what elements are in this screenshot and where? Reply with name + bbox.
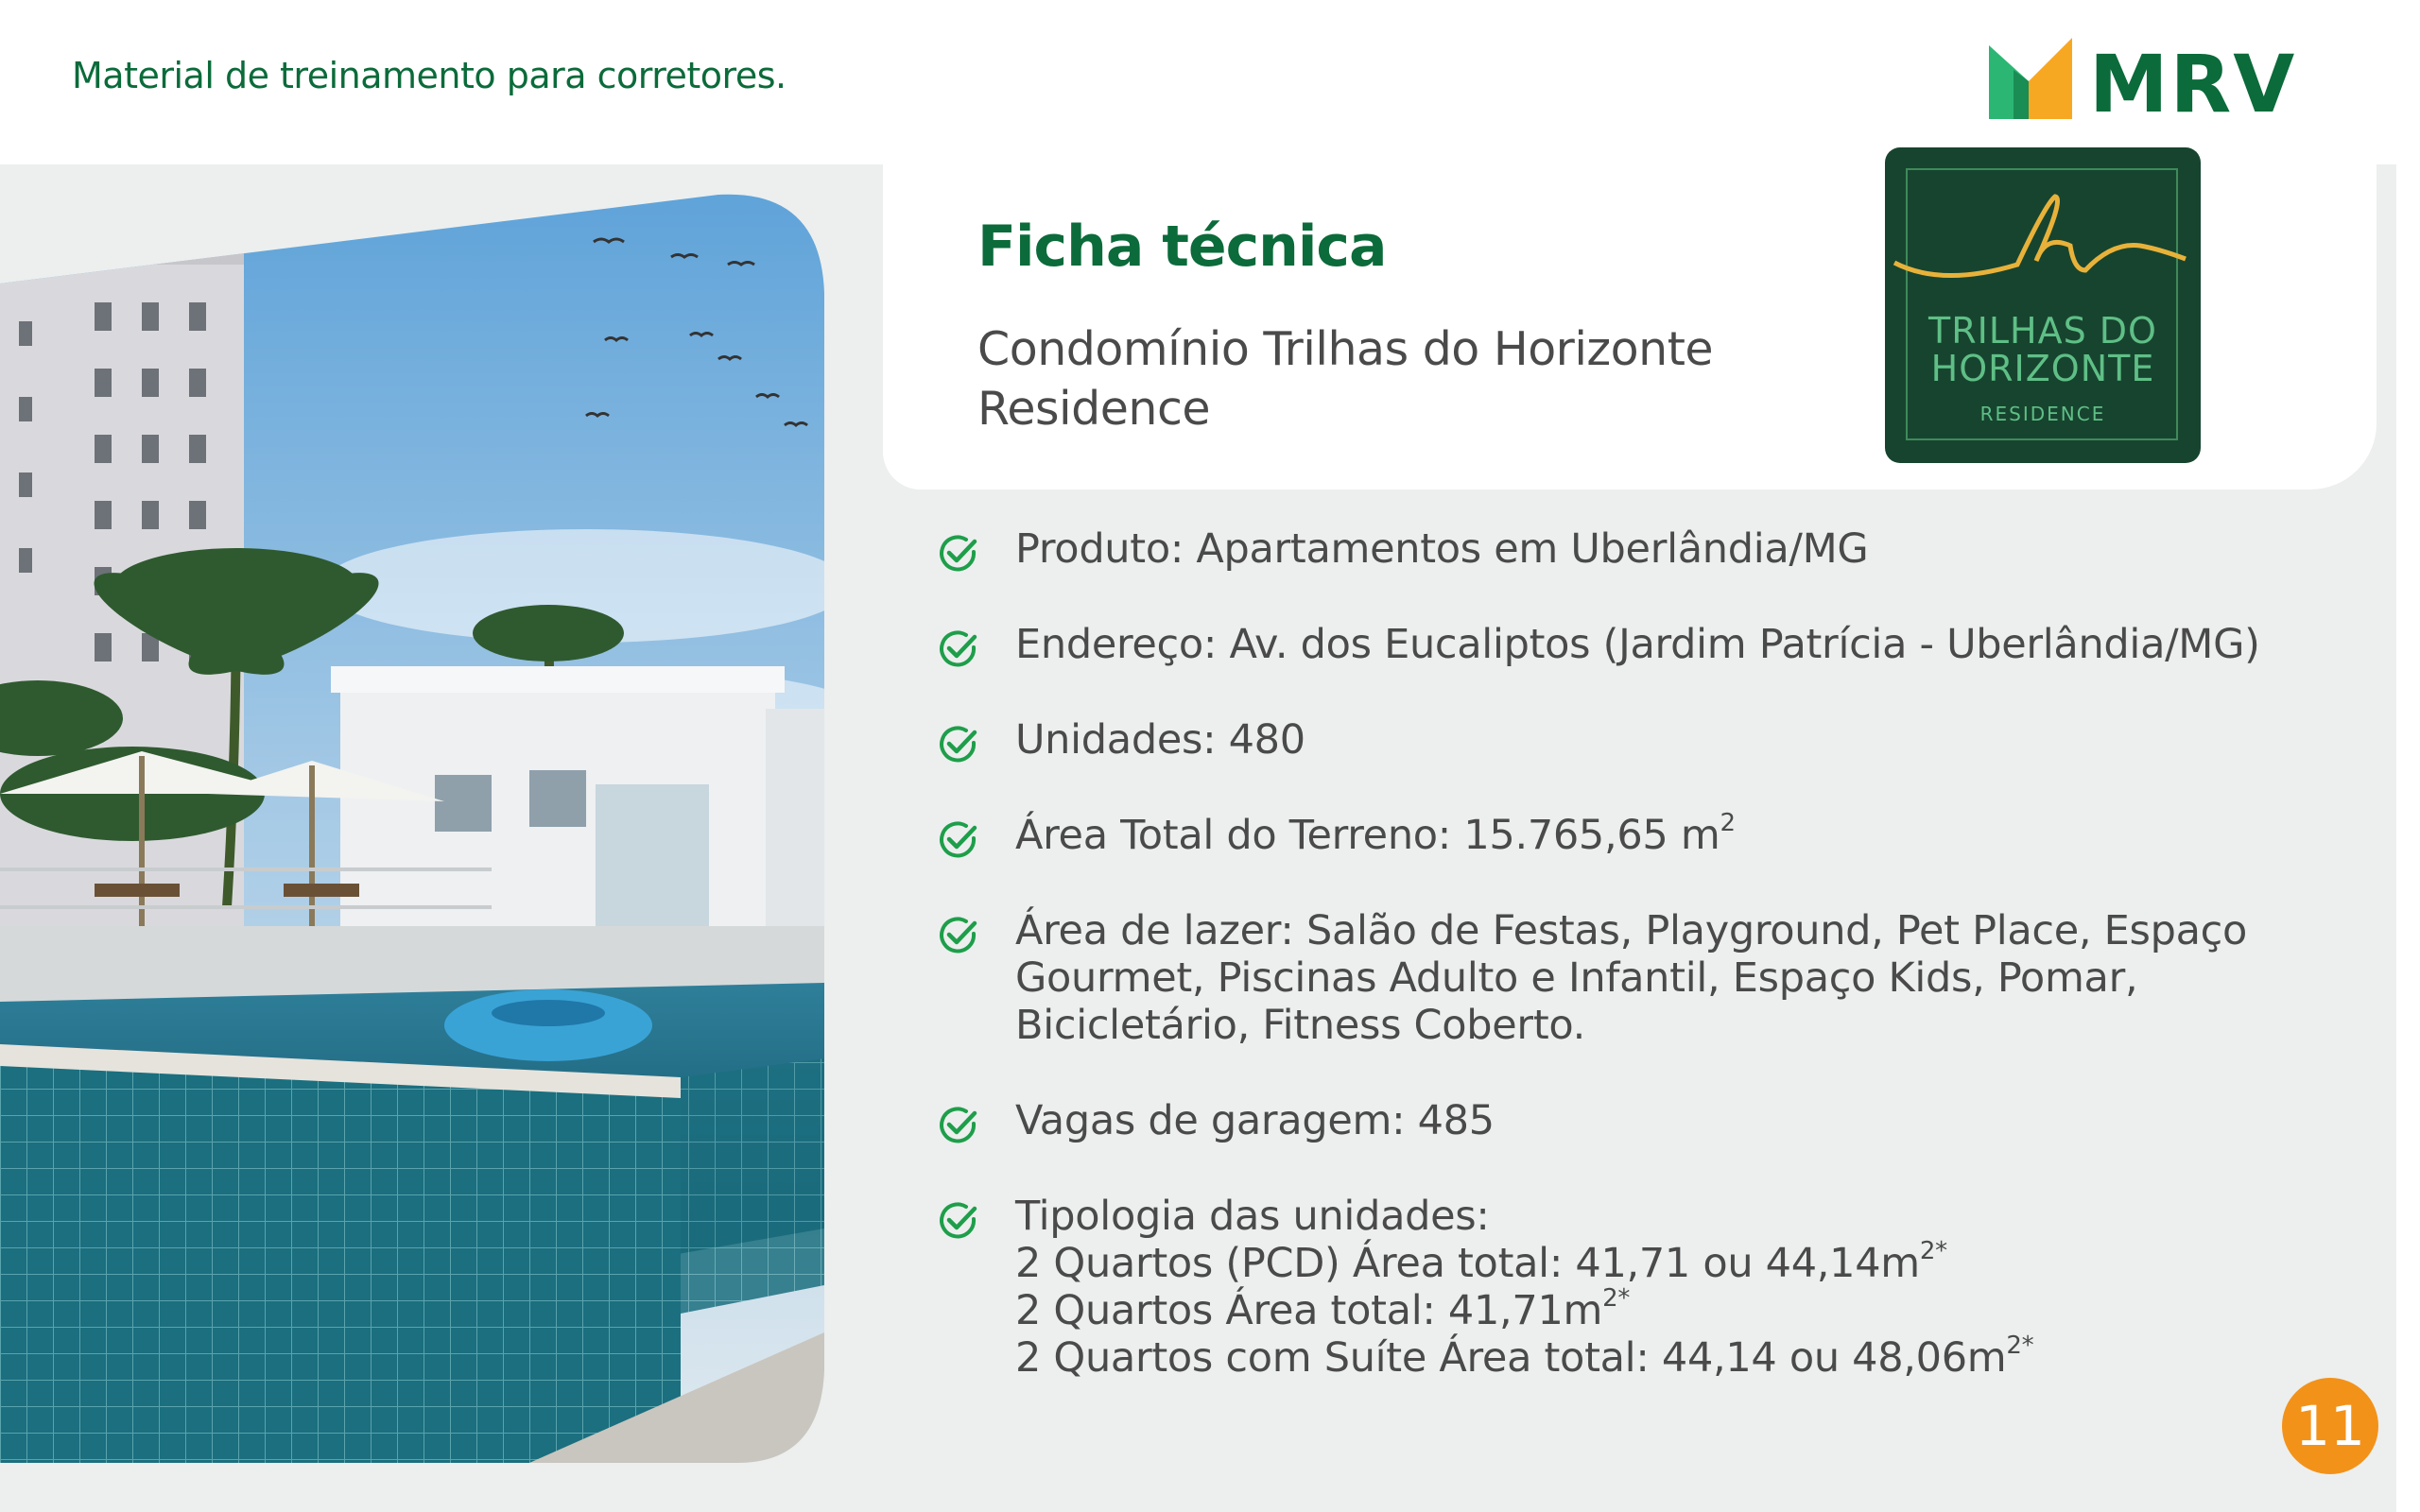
tipologia-text: 2 Quartos com Suíte Área total: 44,14 ou 48,06m bbox=[1015, 1334, 2007, 1382]
card-title: Ficha técnica bbox=[977, 214, 1387, 280]
logo-line-1: TRILHAS DO bbox=[1928, 310, 2157, 352]
spec-item-tipologia bbox=[936, 1193, 2373, 1382]
mrv-logo-mark-icon bbox=[1985, 32, 2080, 123]
check-circle-icon bbox=[938, 533, 979, 575]
superscript: 2* bbox=[1919, 1236, 1947, 1265]
condominium-name: Condomínio Trilhas do Horizonte Residence bbox=[977, 322, 1714, 436]
tipologia-line bbox=[1015, 1236, 2373, 1287]
pool-area-photo bbox=[0, 189, 824, 1463]
spec-item-endereco bbox=[936, 621, 2373, 668]
check-circle-icon bbox=[938, 819, 979, 861]
tipologia-title: Tipologia das unidades: bbox=[1015, 1193, 1490, 1240]
spec-text: Endereço: Av. dos Eucaliptos (Jardim Patrícia - Uberlândia/MG) bbox=[1015, 621, 2260, 668]
spec-text: Unidades: 480 bbox=[1015, 716, 1305, 764]
spec-text: Vagas de garagem: 485 bbox=[1015, 1097, 1495, 1144]
tipologia-text: 2 Quartos Área total: 41,71m bbox=[1015, 1287, 1603, 1334]
check-circle-icon bbox=[938, 1200, 979, 1242]
logo-line-3: RESIDENCE bbox=[1979, 403, 2106, 425]
spec-item-area-terreno bbox=[936, 808, 2373, 859]
logo-line-2: HORIZONTE bbox=[1930, 348, 2155, 389]
page-number-badge: 11 bbox=[2282, 1378, 2378, 1474]
check-circle-icon bbox=[938, 1105, 979, 1146]
superscript: 2* bbox=[2006, 1331, 2034, 1360]
check-circle-icon bbox=[938, 915, 979, 956]
mrv-logo-text: MRV bbox=[2089, 38, 2297, 130]
spec-text: Área Total do Terreno: 15.765,65 m bbox=[1015, 812, 1720, 859]
superscript: 2 bbox=[1720, 808, 1736, 837]
check-circle-icon bbox=[938, 724, 979, 765]
spec-item-area-lazer bbox=[936, 907, 2373, 1049]
tipologia-line bbox=[1015, 1331, 2373, 1382]
spec-text: Área de lazer: Salão de Festas, Playground, Pet Place, Espaço Gourmet, Piscinas Adulto e Infantil, Espaço Kids, Pomar, Bicicletário, Fitness Coberto. bbox=[1015, 907, 2248, 1049]
mrv-logo bbox=[1985, 32, 2297, 130]
spec-item-unidades bbox=[936, 716, 2373, 764]
top-bar bbox=[0, 0, 2420, 164]
spec-list bbox=[936, 525, 2373, 1430]
check-circle-icon bbox=[938, 628, 979, 670]
tipologia-text: 2 Quartos (PCD) Área total: 41,71 ou 44,14m bbox=[1015, 1240, 1920, 1287]
tipologia-line bbox=[1015, 1283, 2373, 1334]
right-margin bbox=[2396, 0, 2420, 1512]
spec-item-produto bbox=[936, 525, 2373, 573]
trilhas-do-horizonte-logo bbox=[1885, 147, 2201, 463]
training-tagline: Material de treinamento para corretores. bbox=[72, 55, 786, 96]
superscript: 2* bbox=[1602, 1283, 1631, 1313]
spec-text: Produto: Apartamentos em Uberlândia/MG bbox=[1015, 525, 1869, 573]
spec-item-vagas bbox=[936, 1097, 2373, 1144]
